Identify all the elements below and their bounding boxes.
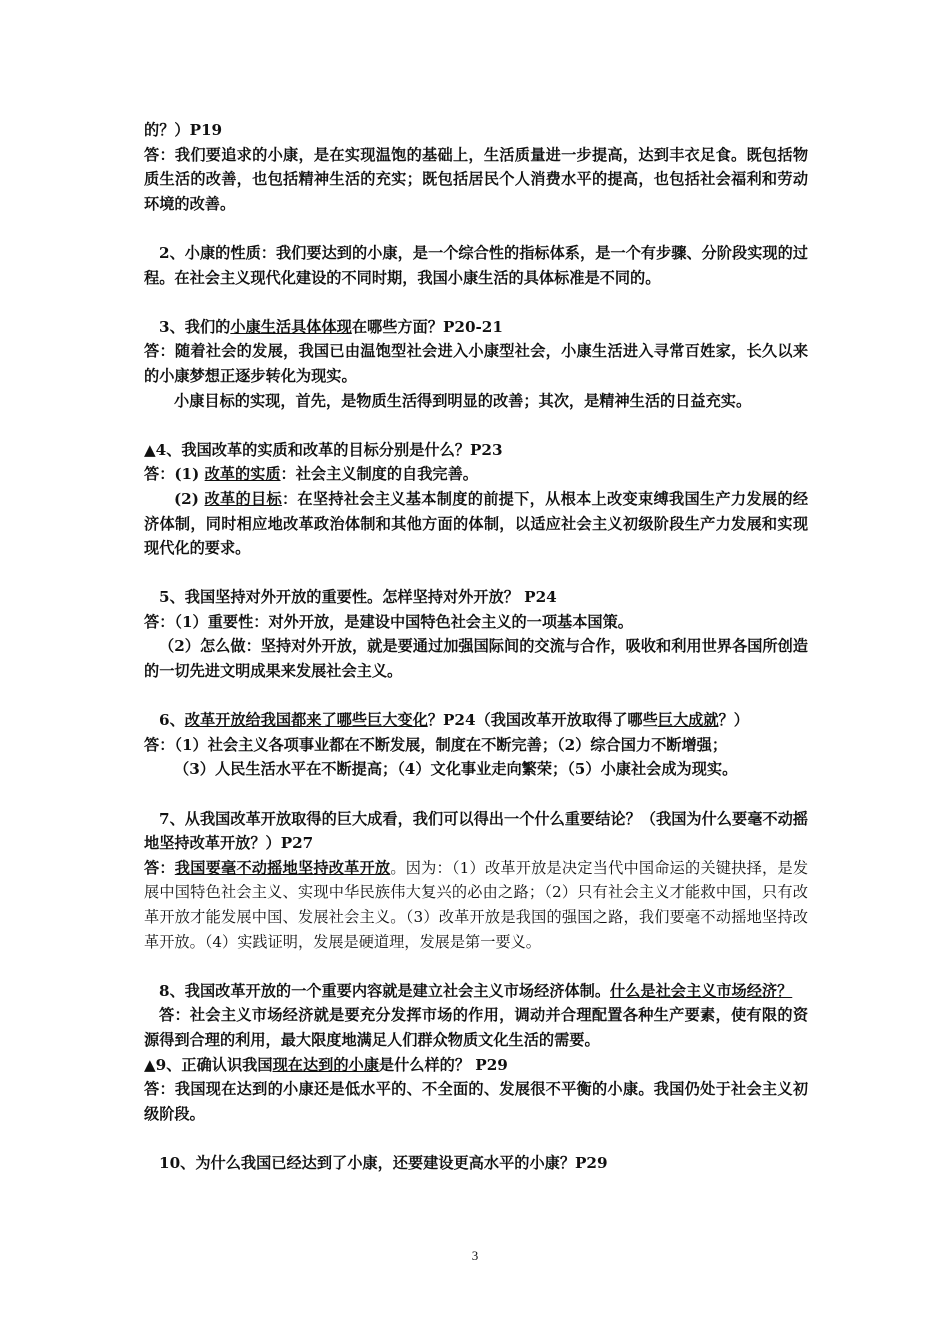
question-2: 2、小康的性质：我们要达到的小康，是一个综合性的指标体系，是一个有步骤、分阶段实现的过程。在社会主义现代化建设的不同时期，我国小康生活的具体标准是不同的。: [144, 243, 808, 287]
question-10: 10、为什么我国已经达到了小康，还要建设更高水平的小康？P29: [159, 1153, 608, 1172]
page-number: 3: [471, 1248, 479, 1263]
answer-6-part-2: （3）人民生活水平在不断提高；（4）文化事业走向繁荣；（5）小康社会成为现实。: [174, 760, 738, 779]
answer-7: 答：我国要毫不动摇地坚持改革开放。因为：（1）改革开放是决定当代中国命运的关键抉择，是发展中国特色社会主义、实现中华民族伟大复兴的必由之路；（2）只有社会主义才能救中国，只有改革开放才能发展中国、发展社会主义。（3）改革开放是我国的强国之路，我们要毫不动摇地坚持改革开放。（4）实践证明，发展是硬道理，发展是第一要义。: [144, 858, 809, 951]
answer-5-part-2: （2）怎么做：坚持对外开放，就是要通过加强国际间的交流与合作，吸收和利用世界各国所创造的一切先进文明成果来发展社会主义。: [144, 637, 808, 681]
answer-5-part-1: 答：（1）重要性：对外开放，是建设中国特色社会主义的一项基本国策。: [144, 612, 633, 631]
question-3: 3、我们的小康生活具体体现在哪些方面？P20-21: [159, 317, 503, 336]
answer-3-part-1: 答：随着社会的发展，我国已由温饱型社会进入小康型社会，小康生活进入寻常百姓家，长久以来的小康梦想正逐步转化为现实。: [144, 342, 808, 385]
answer-4-part-2: (2) 改革的目标：在坚持社会主义基本制度的前提下，从根本上改变束缚我国生产力发展的经济体制，同时相应地改革政治体制和其他方面的体制，以适应社会主义初级阶段生产力发展和实现现代化的要求。: [144, 489, 809, 558]
question-6: 6、改革开放给我国都来了哪些巨大变化？P24（我国改革开放取得了哪些巨大成就？）: [159, 711, 749, 730]
document-body: [144, 118, 808, 1176]
question-1-tail: 的？）P19: [144, 121, 223, 139]
question-8: 8、我国改革开放的一个重要内容就是建立社会主义市场经济体制。什么是社会主义市场经济？: [159, 981, 793, 1000]
answer-6-part-1: 答：（1）社会主义各项事业都在不断发展，制度在不断完善；（2）综合国力不断增强；: [144, 735, 728, 754]
question-4: ▲4、我国改革的实质和改革的目标分别是什么？P23: [144, 440, 503, 459]
answer-9: 答：我国现在达到的小康还是低水平的、不全面的、发展很不平衡的小康。我国仍处于社会主义初级阶段。: [144, 1080, 808, 1123]
answer-3-part-2: 小康目标的实现，首先，是物质生活得到明显的改善；其次，是精神生活的日益充实。: [174, 391, 752, 410]
answer-4-part-1: 答：(1) 改革的实质：社会主义制度的自我完善。: [144, 465, 478, 484]
question-7: 7、从我国改革开放取得的巨大成看，我们可以得出一个什么重要结论？（我国为什么要毫不动摇地坚持改革开放？）P27: [144, 809, 808, 853]
answer-1: 答：我们要追求的小康，是在实现温饱的基础上，生活质量进一步提高，达到丰衣足食。既包括物质生活的改善，也包括精神生活的充实；既包括居民个人消费水平的提高，也包括社会福利和劳动环境的改善。: [144, 145, 808, 213]
answer-8: 答：社会主义市场经济就是要充分发挥市场的作用，调动并合理配置各种生产要素，使有限的资源得到合理的利用，最大限度地满足人们群众物质文化生活的需要。: [144, 1006, 808, 1049]
question-9: ▲9、正确认识我国现在达到的小康是什么样的？ P29: [144, 1055, 508, 1074]
question-5: 5、我国坚持对外开放的重要性。怎样坚持对外开放？ P24: [159, 588, 557, 607]
